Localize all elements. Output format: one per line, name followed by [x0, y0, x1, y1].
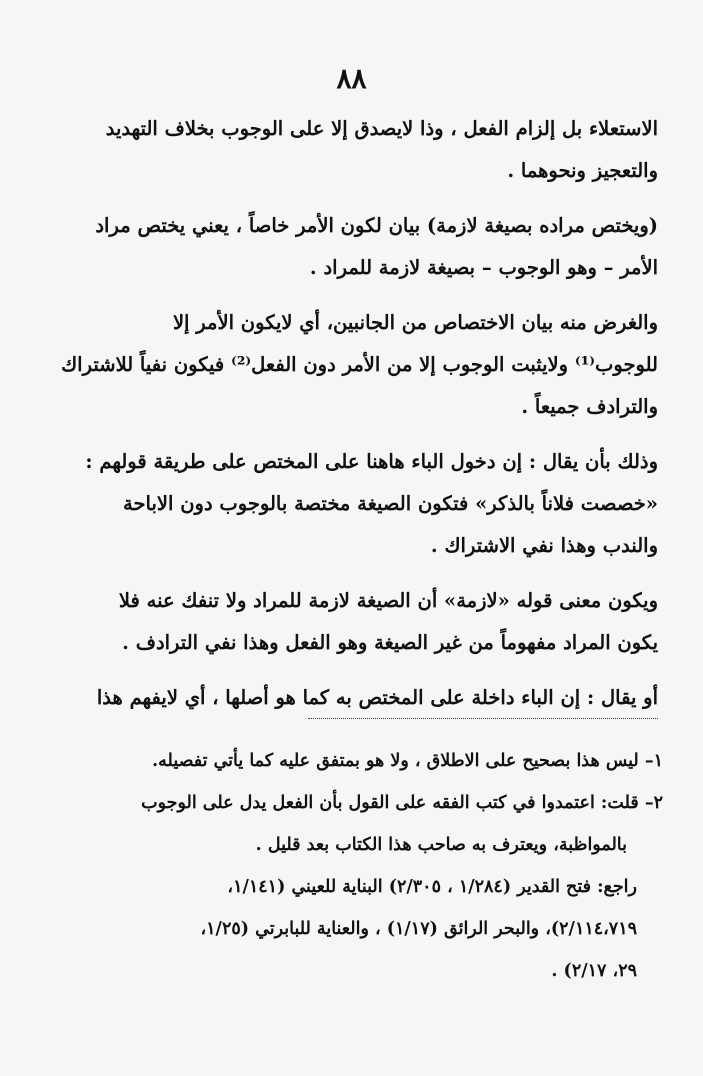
text-line: للوجوب⁽¹⁾ ولايثبت الوجوب إلا من الأمر دون الفعل⁽²⁾ فيكون نفياً للاشتراك [61, 353, 658, 376]
footnote-line: ١– ليس هذا بصحيح على الاطلاق ، ولا هو بمتفق عليه كما يأتي تفصيله. [152, 751, 663, 771]
footnote-line: ٢– قلت: اعتمدوا في كتب الفقه على القول بأن الفعل يدل على الوجوب [141, 793, 663, 813]
text-line: الاستعلاء بل إلزام الفعل ، وذا لايصدق إلا على الوجوب بخلاف التهديد [105, 117, 658, 140]
text-line: الأمر – وهو الوجوب – بصيغة لازمة للمراد . [309, 256, 658, 279]
text-line: وذلك بأن يقال : إن دخول الباء هاهنا على المختص على طريقة قولهم : [85, 450, 658, 473]
footnote-line: ٢٩، ٢/١٧) . [551, 961, 637, 981]
text-line: والتعجيز ونحوهما . [507, 159, 658, 182]
text-line: والندب وهذا نفي الاشتراك . [430, 534, 658, 557]
text-line: (ويختص مراده بصيغة لازمة) بيان لكون الأمر خاصاً ، يعني يختص مراد [95, 214, 658, 237]
footnote-line: راجع: فتح القدير (١/٢٨٤ ، ٢/٣٠٥) البناية للعيني (١/١٤١، [227, 877, 637, 897]
text-line: «خصصت فلاناً بالذكر» فتكون الصيغة مختصة بالوجوب دون الاباحة [123, 492, 658, 515]
text-line: والترادف جميعاً . [521, 395, 658, 418]
main-text [43, 108, 658, 719]
page-number: ٨٨ [336, 62, 367, 95]
footnote-separator [308, 718, 658, 719]
footnote-line: بالمواظبة، ويعترف به صاحب هذا الكتاب بعد قليل . [255, 835, 627, 855]
footnotes [43, 740, 663, 992]
text-line: يكون المراد مفهوماً من غير الصيغة وهو الفعل وهذا نفي الترادف . [122, 631, 658, 654]
text-line: والغرض منه بيان الاختصاص من الجانبين، أي لايكون الأمر إلا [172, 311, 658, 334]
text-line: أو يقال : إن الباء داخلة على المختص به كما هو أصلها ، أي لايفهم هذا [96, 686, 658, 709]
footnote-line: ٢/١١٤،٧١٩)، والبحر الرائق (١/١٧) ، والعناية للبابرتي (١/٢٥، [200, 919, 637, 939]
text-line: ويكون معنى قوله «لازمة» أن الصيغة لازمة للمراد ولا تنفك عنه فلا [118, 589, 658, 612]
